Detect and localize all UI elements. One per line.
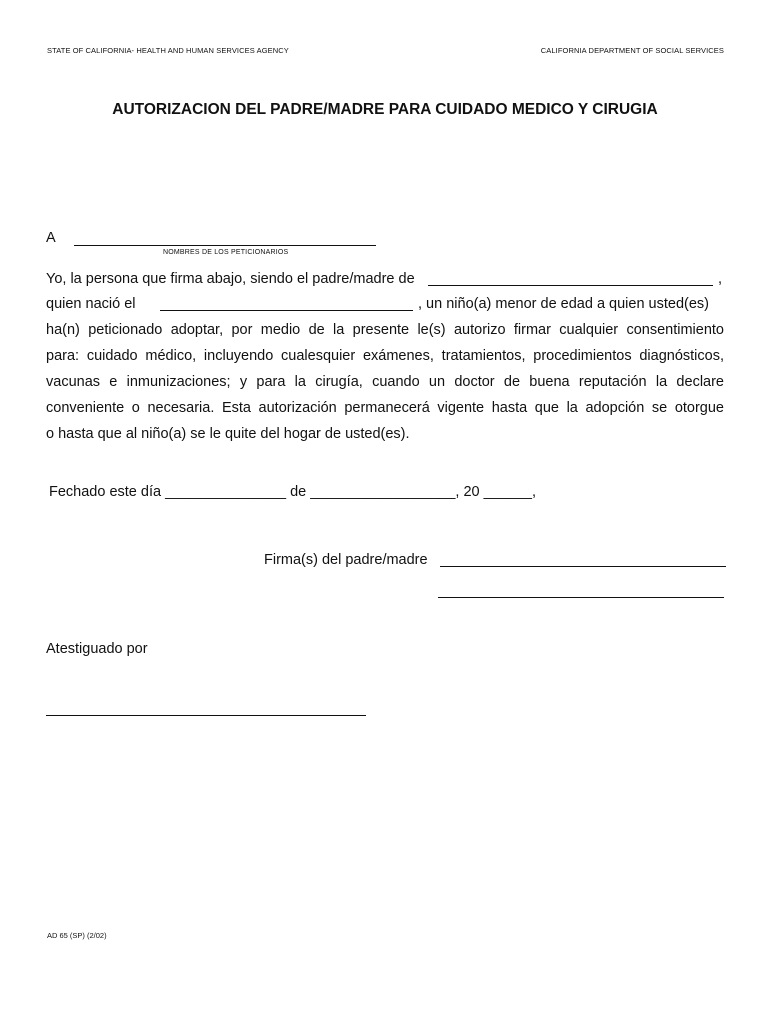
birth-date-field[interactable]	[160, 310, 413, 311]
form-code: AD 65 (SP) (2/02)	[47, 931, 107, 940]
witness-signature-field[interactable]	[46, 715, 366, 716]
witness-label: Atestiguado por	[46, 641, 148, 657]
body-line: para: cuidado médico, incluyendo cualesquier exámenes, tratamientos, procedimientos diagnósticos,	[46, 348, 724, 364]
parent-signature-field-1[interactable]	[440, 566, 726, 567]
birth-date-label: quien nació el	[46, 296, 136, 312]
petitioners-caption: NOMBRES DE LOS PETICIONARIOS	[163, 249, 289, 256]
dated-line[interactable]: Fechado este día _______________ de __________________, 20 ______,	[49, 484, 537, 500]
petitioners-name-field[interactable]	[74, 245, 376, 246]
minor-text: , un niño(a) menor de edad a quien usted(es)	[418, 296, 709, 312]
body-line: conveniente o necesaria. Esta autorización permanecerá vigente hasta que la adopción se otorgue	[46, 400, 724, 416]
comma: ,	[718, 271, 723, 287]
addressee-prefix: A	[46, 230, 56, 246]
department-header: CALIFORNIA DEPARTMENT OF SOCIAL SERVICES	[540, 46, 724, 55]
body-line: ha(n) peticionado adoptar, por medio de la presente le(s) autorizo firmar cualquier consentimiento	[46, 322, 724, 338]
child-name-field[interactable]	[428, 285, 713, 286]
parent-of-label: Yo, la persona que firma abajo, siendo el padre/madre de	[46, 271, 415, 287]
parent-signature-field-2[interactable]	[438, 597, 724, 598]
body-last-line: o hasta que al niño(a) se le quite del hogar de usted(es).	[46, 426, 410, 442]
form-title: AUTORIZACION DEL PADRE/MADRE PARA CUIDADO MEDICO Y CIRUGIA	[112, 101, 658, 118]
signature-label: Firma(s) del padre/madre	[264, 552, 428, 568]
body-line: vacunas e inmunizaciones; y para la cirugía, cuando un doctor de buena reputación la declare	[46, 374, 724, 390]
agency-header: STATE OF CALIFORNIA- HEALTH AND HUMAN SERVICES AGENCY	[47, 46, 289, 55]
